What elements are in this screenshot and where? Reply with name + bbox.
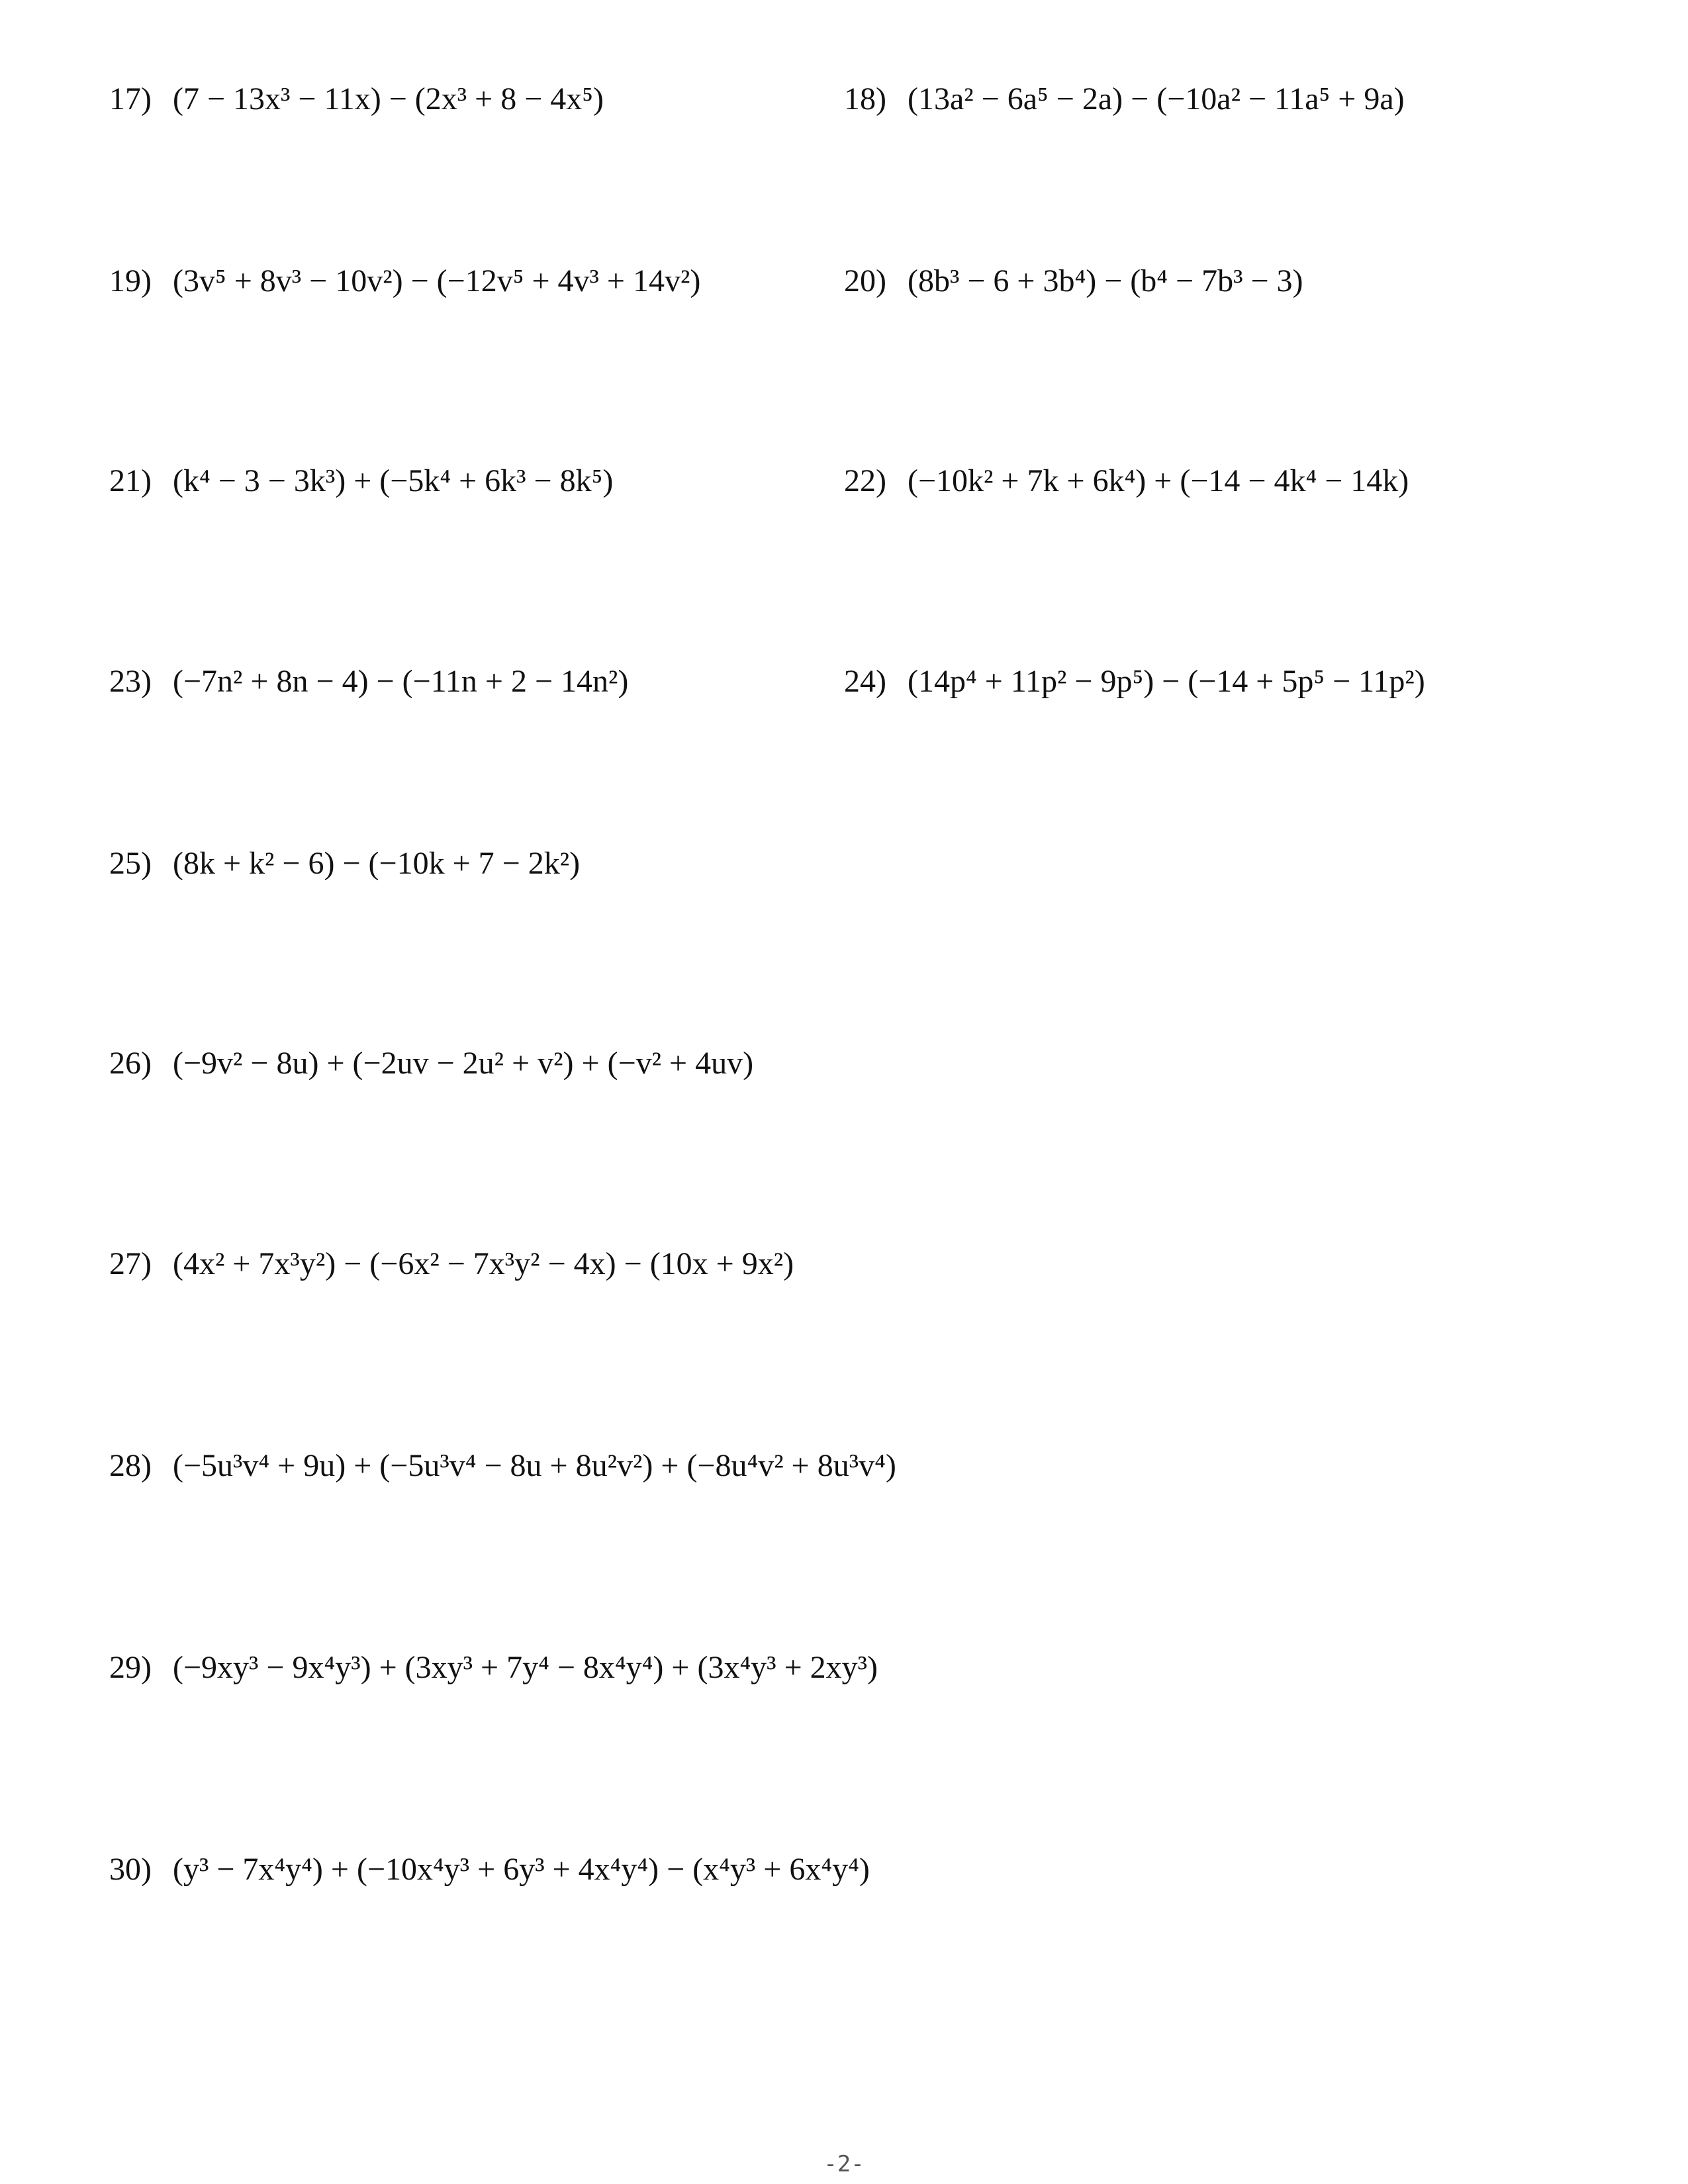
problem-expression: (13a² − 6a⁵ − 2a) − (−10a² − 11a⁵ + 9a) bbox=[907, 81, 1405, 116]
problem-number: 18) bbox=[844, 81, 886, 116]
problem-19 bbox=[109, 260, 700, 302]
problem-number: 26) bbox=[109, 1046, 152, 1081]
problem-expression: (−7n² + 8n − 4) − (−11n + 2 − 14n²) bbox=[172, 664, 629, 699]
page-number: -2- bbox=[823, 2151, 865, 2177]
problem-number: 30) bbox=[109, 1852, 152, 1887]
problem-expression: (3v⁵ + 8v³ − 10v²) − (−12v⁵ + 4v³ + 14v²) bbox=[172, 263, 701, 298]
problem-number: 28) bbox=[109, 1448, 152, 1483]
problem-expression: (14p⁴ + 11p² − 9p⁵) − (−14 + 5p⁵ − 11p²) bbox=[907, 664, 1425, 699]
problem-22 bbox=[844, 460, 1409, 502]
problem-expression: (−9v² − 8u) + (−2uv − 2u² + v²) + (−v² + 4uv) bbox=[172, 1046, 754, 1081]
problem-number: 20) bbox=[844, 263, 886, 298]
problem-number: 24) bbox=[844, 664, 886, 699]
problem-21 bbox=[109, 460, 613, 502]
problem-expression: (−5u³v⁴ + 9u) + (−5u³v⁴ − 8u + 8u²v²) + (−8u⁴v² + 8u³v⁴) bbox=[172, 1448, 896, 1483]
problem-27 bbox=[109, 1243, 794, 1285]
problem-expression: (−9xy³ − 9x⁴y³) + (3xy³ + 7y⁴ − 8x⁴y⁴) + (3x⁴y³ + 2xy³) bbox=[172, 1650, 878, 1685]
problem-number: 25) bbox=[109, 846, 152, 881]
problem-28 bbox=[109, 1445, 896, 1487]
problem-number: 17) bbox=[109, 81, 152, 116]
problem-expression: (y³ − 7x⁴y⁴) + (−10x⁴y³ + 6y³ + 4x⁴y⁴) − (x⁴y³ + 6x⁴y⁴) bbox=[172, 1852, 870, 1887]
problem-number: 27) bbox=[109, 1246, 152, 1281]
problem-number: 23) bbox=[109, 664, 152, 699]
problem-expression: (8b³ − 6 + 3b⁴) − (b⁴ − 7b³ − 3) bbox=[907, 263, 1303, 298]
problem-25 bbox=[109, 842, 580, 885]
problem-23 bbox=[109, 660, 628, 703]
problem-expression: (k⁴ − 3 − 3k³) + (−5k⁴ + 6k³ − 8k⁵) bbox=[172, 463, 614, 498]
problem-26 bbox=[109, 1042, 753, 1085]
problem-number: 29) bbox=[109, 1650, 152, 1685]
problem-expression: (−10k² + 7k + 6k⁴) + (−14 − 4k⁴ − 14k) bbox=[907, 463, 1409, 498]
problem-30 bbox=[109, 1848, 870, 1891]
problem-number: 19) bbox=[109, 263, 152, 298]
problem-expression: (8k + k² − 6) − (−10k + 7 − 2k²) bbox=[172, 846, 581, 881]
problem-20 bbox=[844, 260, 1303, 302]
problem-29 bbox=[109, 1647, 878, 1689]
problem-17 bbox=[109, 78, 604, 120]
problem-expression: (7 − 13x³ − 11x) − (2x³ + 8 − 4x⁵) bbox=[172, 81, 604, 116]
problem-number: 22) bbox=[844, 463, 886, 498]
problem-18 bbox=[844, 78, 1405, 120]
problem-expression: (4x² + 7x³y²) − (−6x² − 7x³y² − 4x) − (10x + 9x²) bbox=[172, 1246, 794, 1281]
problem-number: 21) bbox=[109, 463, 152, 498]
problem-24 bbox=[844, 660, 1425, 703]
